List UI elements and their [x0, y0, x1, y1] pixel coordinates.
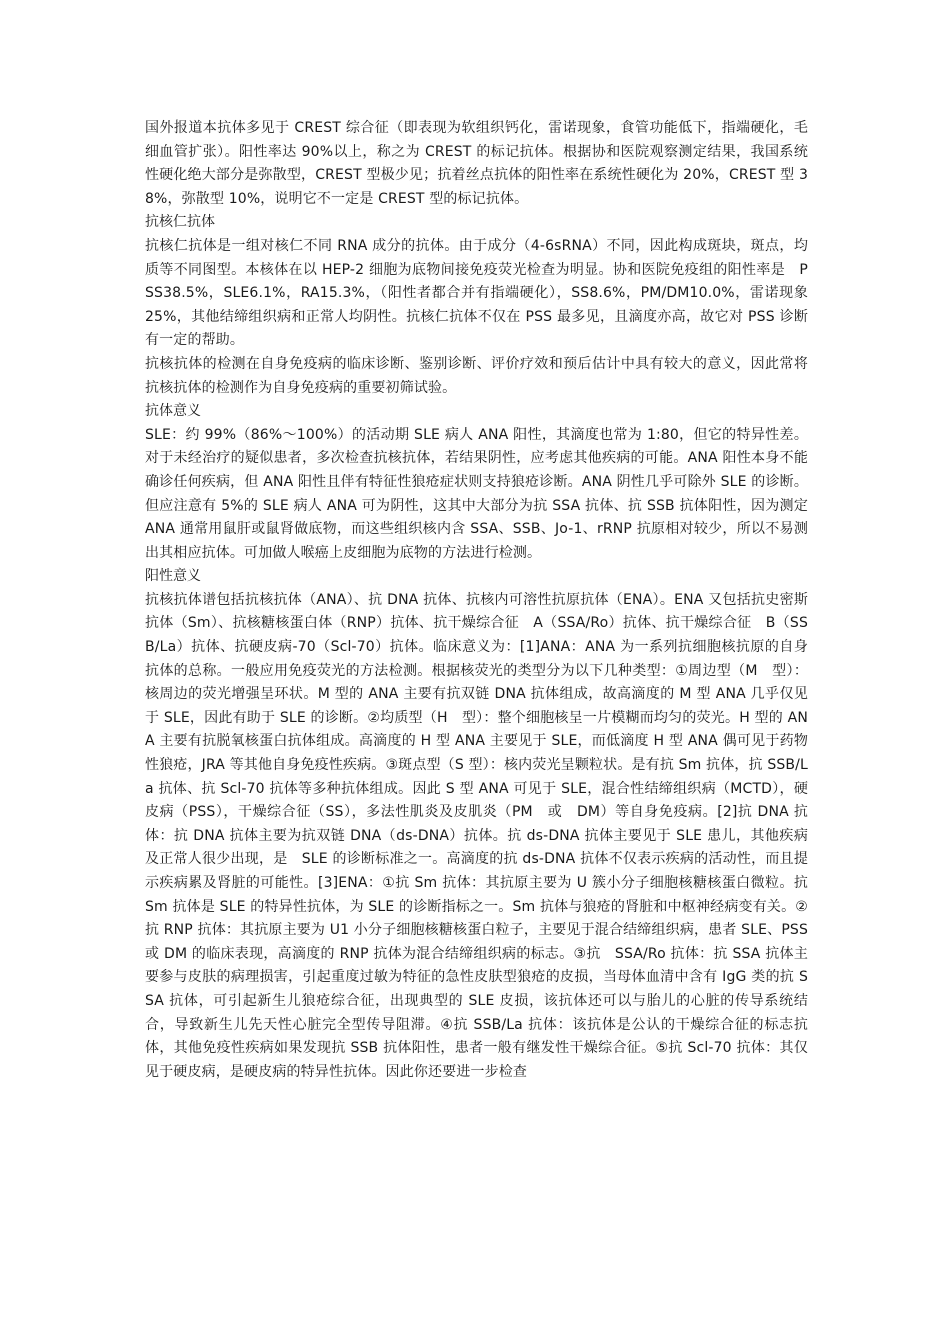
paragraph-crest: 国外报道本抗体多见于 CREST 综合征（即表现为软组织钙化，雷诺现象，食管功能低下，指端硬化，毛细血管扩张）。阳性率达 90%以上，称之为 CREST 的标记抗体。根据协和医院观察测定结果，我国系统性硬化绝大部分是弥散型，CREST 型极少见；抗着丝点抗体的阳性率在系统性硬化为 20%，CREST 型 38%，弥散型 10%，说明它不一定是 CREST 型的标记抗体。: [145, 120, 808, 207]
paragraph-ana-screening: 抗核抗体的检测在自身免疫病的临床诊断、鉴别诊断、评价疗效和预后估计中具有较大的意义，因此常将抗核抗体的检测作为自身免疫病的重要初筛试验。: [145, 355, 808, 396]
paragraph-sle: SLE：约 99%（86%～100%）的活动期 SLE 病人 ANA 阳性，其滴度也常为 1:80，但它的特异性差。对于未经治疗的疑似患者，多次检查抗核抗体，若结果阴性，应考虑其他疾病的可能。ANA 阳性本身不能确诊任何疾病，但 ANA 阳性且伴有特征性狼疮症状则支持狼疮诊断。ANA 阴性几乎可除外 SLE 的诊断。但应注意有 5%的 SLE 病人 ANA 可为阴性，这其中大部分为抗 SSA 抗体、抗 SSB 抗体阳性，因为测定 ANA 通常用鼠肝或鼠肾做底物，而这些组织核内含 SSA、SSB、Jo-1、rRNP 抗原相对较少，所以不易测出其相应抗体。可加做人喉癌上皮细胞为底物的方法进行检测。: [145, 426, 808, 561]
heading-anti-nucleolar: 抗核仁抗体: [145, 214, 215, 231]
paragraph-ana-spectrum: 抗核抗体谱包括抗核抗体（ANA）、抗 DNA 抗体、抗核内可溶性抗原抗体（ENA）。ENA 又包括抗史密斯抗体（Sm）、抗核糖核蛋白体（RNP）抗体、抗干燥综合征 A（SSA/Ro）抗体、抗干燥综合征 B（SSB/La）抗体、抗硬皮病-70（Scl-70）抗体。临床意义为：[1]ANA：ANA 为一系列抗细胞核抗原的自身抗体的总称。一般应用免疫荧光的方法检测。根据核荧光的类型分为以下几种类型：①周边型（M 型）：核周边的荧光增强呈环状。M 型的 ANA 主要有抗双链 DNA 抗体组成，故高滴度的 M 型 ANA 几乎仅见于 SLE，因此有助于 SLE 的诊断。②均质型（H 型）：整个细胞核呈一片模糊而均匀的荧光。H 型的 ANA 主要有抗脱氧核蛋白抗体组成。高滴度的 H 型 ANA 主要见于 SLE，而低滴度 H 型 ANA 偶可见于药物性狼疮，JRA 等其他自身免疫性疾病。③斑点型（S 型）：核内荧光呈颗粒状。是有抗 Sm 抗体，抗 SSB/La 抗体、抗 Scl-70 抗体等多种抗体组成。因此 S 型 ANA 可见于 SLE，混合性结缔组织病（MCTD），硬皮病（PSS），干燥综合征（SS），多法性肌炎及皮肌炎（PM 或 DM）等自身免疫病。[2]抗 DNA 抗体：抗 DNA 抗体主要为抗双链 DNA（ds-DNA）抗体。抗 ds-DNA 抗体主要见于 SLE 患儿，其他疾病及正常人很少出现，是 SLE 的诊断标准之一。高滴度的抗 ds-DNA 抗体不仅表示疾病的活动性，而且提示疾病累及肾脏的可能性。[3]ENA：①抗 Sm 抗体：其抗原主要为 U 簇小分子细胞核糖核蛋白微粒。抗 Sm 抗体是 SLE 的特异性抗体，为 SLE 的诊断指标之一。Sm 抗体与狼疮的肾脏和中枢神经病变有关。②抗 RNP 抗体：其抗原主要为 U1 小分子细胞核糖核蛋白粒子，主要见于混合结缔组织病，患者 SLE、PSS 或 DM 的临床表现，高滴度的 RNP 抗体为混合结缔组织病的标志。③抗 SSA/Ro 抗体：抗 SSA 抗体主要参与皮肤的病理损害，引起重度过敏为特征的急性皮肤型狼疮的皮损，当母体血清中含有 IgG 类的抗 SSA 抗体，可引起新生儿狼疮综合征，出现典型的 SLE 皮损，该抗体还可以与胎儿的心脏的传导系统结合，导致新生儿先天性心脏完全型传导阻滞。④抗 SSB/La 抗体：该抗体是公认的干燥综合征的标志抗体，其他免疫性疾病如果发现抗 SSB 抗体阳性，患者一般有继发性干燥综合征。⑤抗 Scl-70 抗体：其仅见于硬皮病，是硬皮病的特异性抗体。因此你还要进一步检查: [145, 591, 808, 1080]
heading-antibody-significance: 抗体意义: [145, 403, 201, 420]
document-page: [145, 117, 808, 1084]
paragraph-anti-nucleolar: 抗核仁抗体是一组对核仁不同 RNA 成分的抗体。由于成分（4-6sRNA）不同，因此构成斑块，斑点，均质等不同图型。本核体在以 HEP-2 细胞为底物间接免疫荧光检查为明显。协和医院免疫组的阳性率是 PSS38.5%，SLE6.1%，RA15.3%，（阳性者都合并有指端硬化），SS8.6%，PM/DM10.0%，雷诺现象 25%，其他结缔组织病和正常人均阴性。抗核仁抗体不仅在 PSS 最多见，且滴度亦高，故它对 PSS 诊断有一定的帮助。: [145, 237, 808, 349]
heading-positive-significance: 阳性意义: [145, 568, 201, 585]
